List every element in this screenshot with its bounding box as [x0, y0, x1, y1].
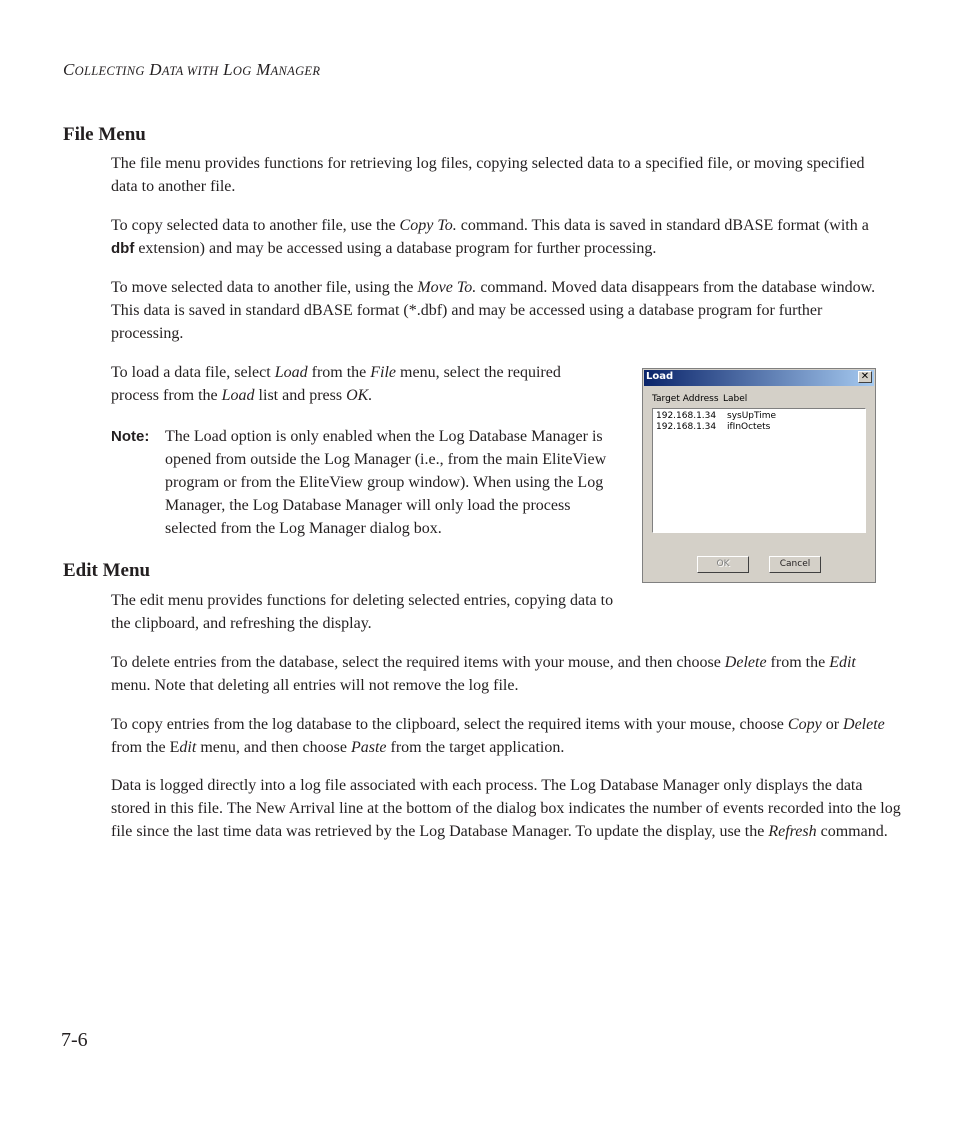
edit-menu-heading: Edit Menu: [63, 560, 151, 581]
running-head: COLLECTING DATA WITH LOG MANAGER: [63, 60, 321, 79]
list-item-address: 192.168.1.34: [656, 411, 717, 421]
page-number: 7-6: [61, 1029, 88, 1051]
process-listbox[interactable]: [652, 408, 866, 533]
ok-button[interactable]: OK: [697, 556, 749, 573]
column-header-label[interactable]: Label: [723, 394, 748, 404]
move-to-paragraph: To move selected data to another file, using the Move To. command. Moved data disappears from the database window. This data is saved in standard dBASE format (*.dbf) and may be accessed using a database program for further processing.: [111, 279, 876, 342]
list-item-address: 192.168.1.34: [656, 422, 717, 432]
column-header-target-address[interactable]: Target Address: [652, 394, 719, 404]
refresh-paragraph: Data is logged directly into a log file associated with each process. The Log Database Manager only displays the data stored in this file. The New Arrival line at the bottom of the dialog box indicates the number of events recorded into the log file since the last time data was retrieved by the Log Database Manager. To update the display, use the Refresh command.: [111, 777, 901, 840]
cancel-button[interactable]: Cancel: [769, 556, 821, 573]
load-paragraph: To load a data file, select Load from the File menu, select the required process from the Load list and press OK.: [111, 364, 561, 404]
note-text: The Load option is only enabled when the Log Database Manager is opened from outside the Log Manager (i.e., from the main EliteView program or from the EliteView group window). When using the Log Manager, the Log Database Manager will only load the process selected from the Log Manager dialog box.: [165, 428, 607, 537]
file-menu-heading: File Menu: [63, 124, 146, 145]
delete-paragraph: To delete entries from the database, select the required items with your mouse, and then choose Delete from the Edit menu. Note that deleting all entries will not remove the log file.: [111, 654, 856, 694]
file-menu-intro: The file menu provides functions for retrieving log files, copying selected data to a specified file, or moving specified data to another file.: [111, 155, 865, 195]
list-item-label: ifInOctets: [727, 422, 771, 432]
list-item-label: sysUpTime: [727, 411, 777, 421]
copy-to-paragraph: To copy selected data to another file, use the Copy To. command. This data is saved in standard dBASE format (with a dbf extension) and may be accessed using a database program for further processing.: [111, 217, 869, 257]
dialog-title: Load: [646, 371, 674, 382]
close-icon[interactable]: ✕: [858, 371, 872, 383]
load-dialog: [642, 368, 876, 583]
note-label: Note:: [111, 428, 150, 445]
edit-menu-intro: The edit menu provides functions for deleting selected entries, copying data to the clipboard, and refreshing the display.: [111, 592, 614, 632]
dialog-titlebar: [644, 370, 874, 386]
copy-paragraph: To copy entries from the log database to the clipboard, select the required items with your mouse, choose Copy or Delete from the Edit menu, and then choose Paste from the target application.: [111, 716, 885, 756]
